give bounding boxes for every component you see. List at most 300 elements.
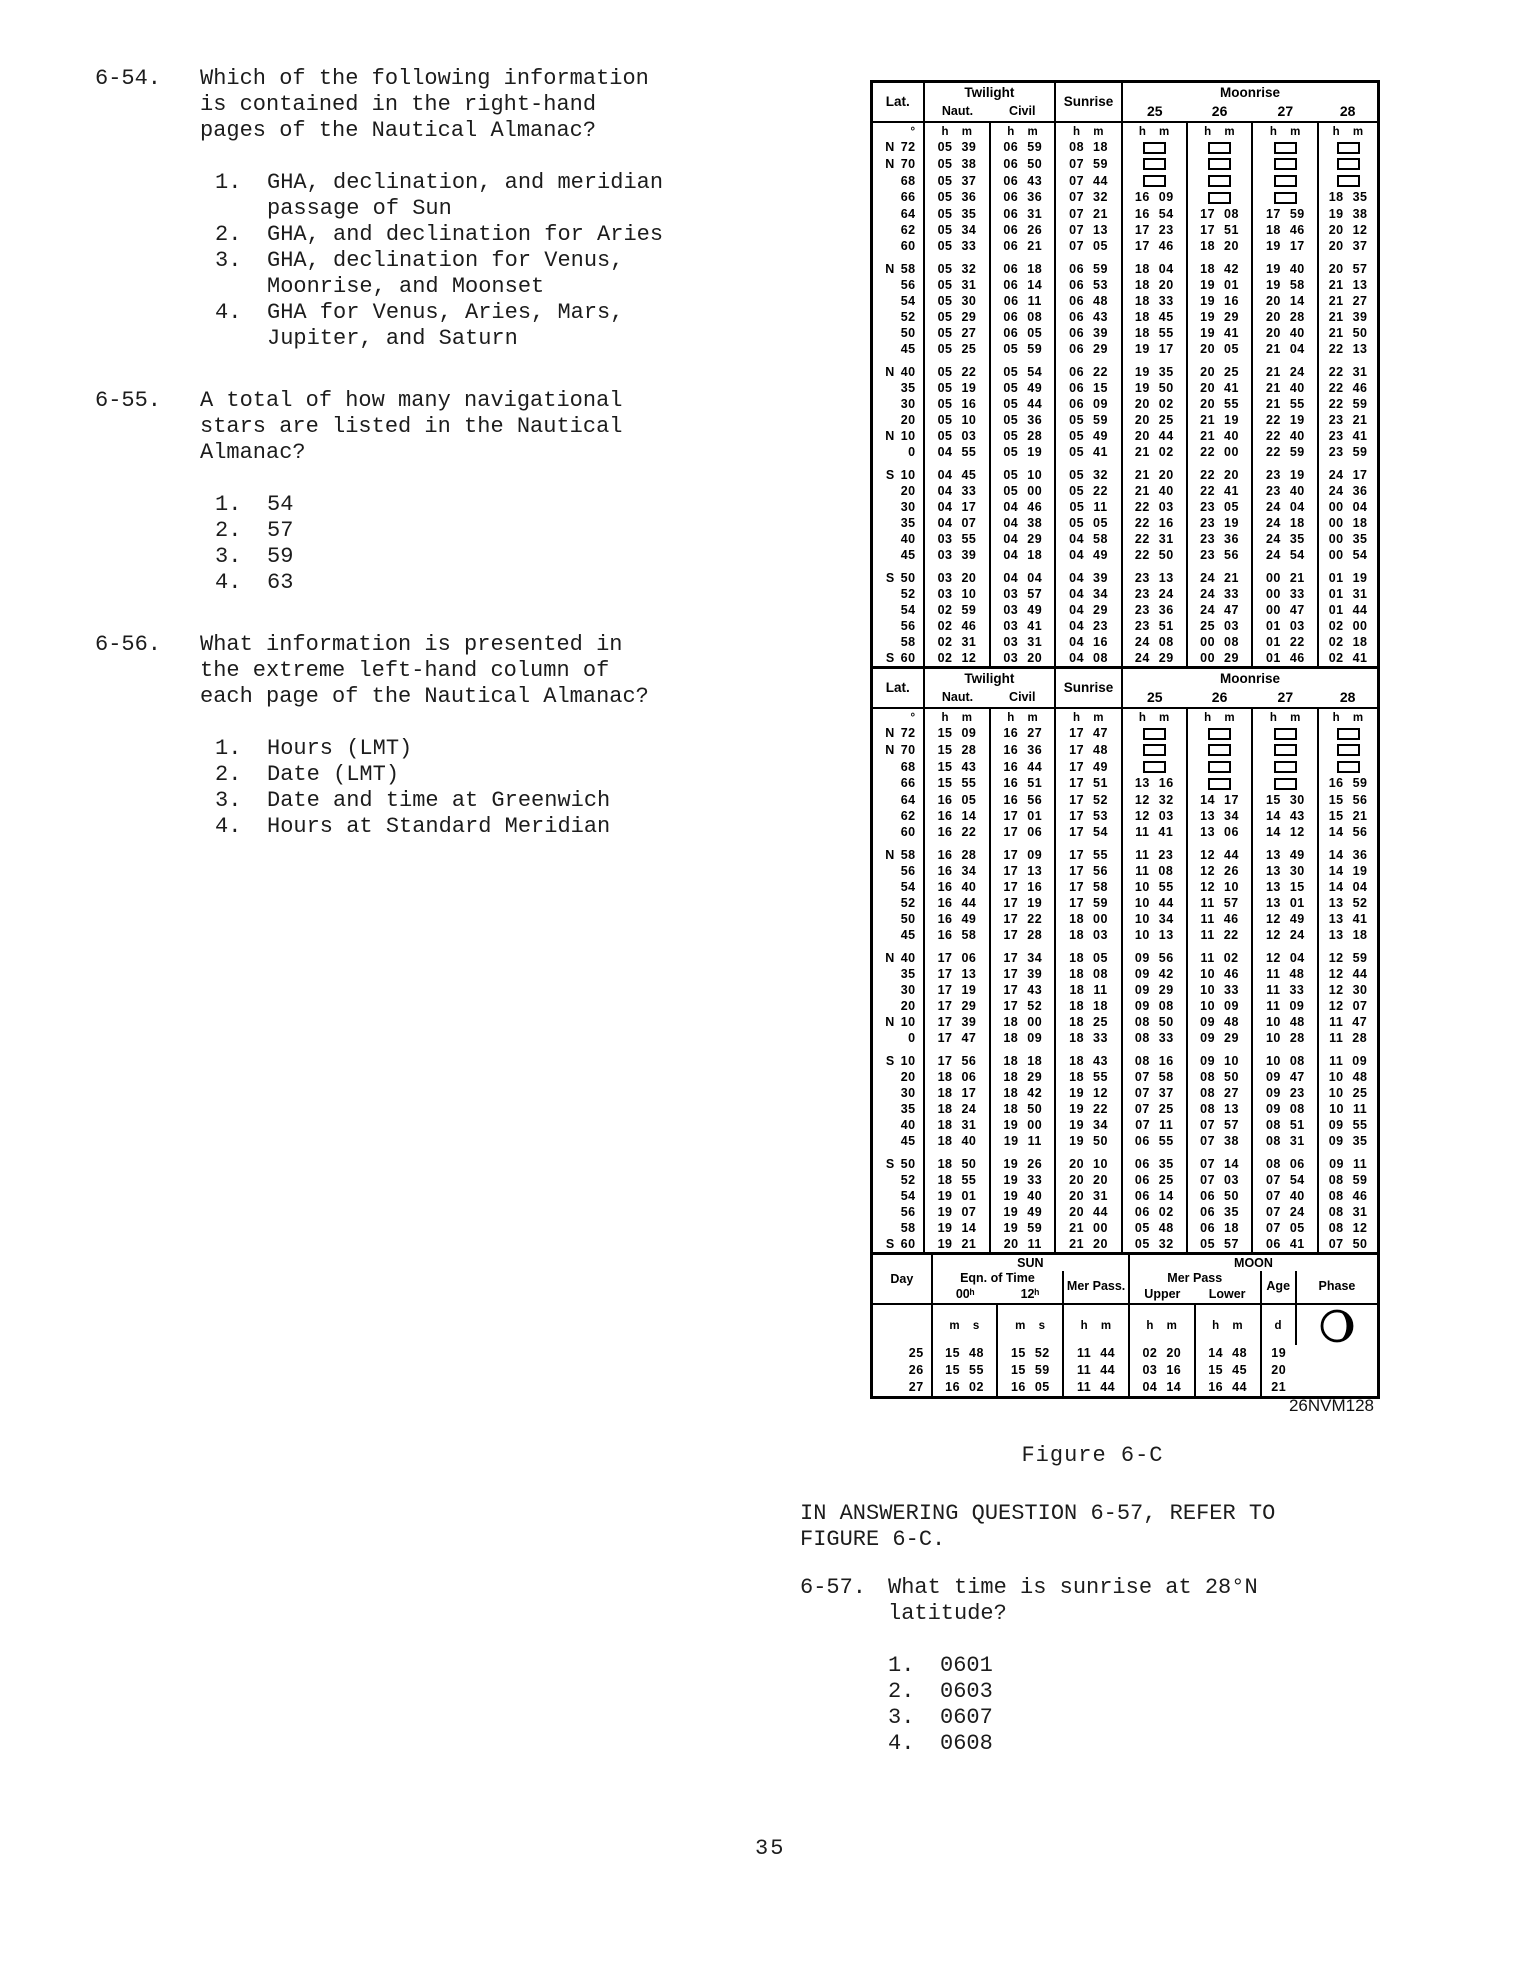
time-cell: 15 56: [1318, 792, 1377, 808]
option-text: [267, 544, 755, 570]
time-cell: 05 54: [990, 357, 1055, 380]
time-cell: 16 34: [924, 863, 991, 879]
table-row: [873, 293, 1377, 309]
question-6-56: [95, 632, 755, 840]
table-row: [873, 758, 1377, 775]
time-cell: 21 04: [1252, 341, 1318, 357]
time-cell: 04 07: [924, 515, 991, 531]
time-cell: [1187, 172, 1253, 189]
table-row: [873, 1204, 1377, 1220]
table-row: [873, 863, 1377, 879]
time-cell: 05 10: [924, 412, 991, 428]
time-cell: 05 57: [1187, 1236, 1253, 1254]
time-cell: 12 03: [1122, 808, 1187, 824]
time-cell: 18 43: [1055, 1046, 1122, 1069]
text-line: 0607: [940, 1705, 993, 1730]
units-cell: h m: [1195, 1304, 1261, 1345]
time-cell: 19 50: [1122, 380, 1187, 396]
answer-option: [888, 1679, 1385, 1705]
time-cell: [1252, 725, 1318, 742]
lat-cell: 58: [900, 634, 916, 649]
time-cell: 12 26: [1187, 863, 1253, 879]
text-line: Jupiter, and Saturn: [267, 326, 518, 351]
time-cell: 09 08: [1122, 998, 1187, 1014]
time-cell: 16 05: [924, 792, 991, 808]
lat-cell: 0: [908, 444, 916, 459]
time-cell: [1252, 156, 1318, 173]
time-cell: 06 22: [1055, 357, 1122, 380]
moonrise-header: Moonrise: [1122, 83, 1377, 103]
time-cell: 08 31: [1318, 1204, 1377, 1220]
time-cell: 07 50: [1318, 1236, 1377, 1254]
table-row: [873, 139, 1377, 156]
time-cell: 19 40: [990, 1188, 1055, 1204]
time-cell: 05 05: [1055, 515, 1122, 531]
time-cell: 06 53: [1055, 277, 1122, 293]
time-cell: 05 32: [924, 254, 991, 277]
time-cell: 08 27: [1187, 1085, 1253, 1101]
time-cell: 11 23: [1122, 840, 1187, 863]
time-cell: 05 48: [1122, 1220, 1187, 1236]
time-cell: 23 21: [1318, 412, 1377, 428]
time-cell: 03 41: [990, 618, 1055, 634]
time-cell: 17 06: [924, 943, 991, 966]
time-cell: 20 25: [1187, 357, 1253, 380]
time-cell: 23 51: [1122, 618, 1187, 634]
table-row: [873, 1188, 1377, 1204]
time-cell: 17 22: [990, 911, 1055, 927]
date-header: 28: [1339, 103, 1356, 119]
text-line: GHA, declination, and meridian: [267, 170, 664, 195]
time-cell: 08 16: [1122, 1046, 1187, 1069]
lat-cell: 66: [900, 776, 916, 791]
time-cell: 16 56: [990, 792, 1055, 808]
option-number: 1.: [215, 492, 242, 517]
table-body-days: [873, 1345, 1377, 1396]
option-number: 2.: [215, 222, 242, 247]
time-cell: 05 27: [924, 325, 991, 341]
answer-option: [215, 814, 755, 840]
time-cell: h m: [1122, 708, 1187, 725]
text-line: latitude?: [888, 1601, 1007, 1626]
time-cell: 15 45: [1195, 1362, 1261, 1379]
table-row: [873, 966, 1377, 982]
time-cell: [1318, 758, 1377, 775]
time-cell: 21 27: [1318, 293, 1377, 309]
time-cell: 11 44: [1063, 1362, 1129, 1379]
lat-cell: 52: [900, 586, 916, 601]
time-cell: 01 31: [1318, 586, 1377, 602]
time-cell: 20 28: [1252, 309, 1318, 325]
time-cell: [1187, 742, 1253, 759]
time-cell: 03 55: [924, 531, 991, 547]
time-cell: 17 19: [990, 895, 1055, 911]
time-cell: 11 33: [1252, 982, 1318, 998]
table-row: [873, 1149, 1377, 1172]
time-cell: 06 50: [1187, 1188, 1253, 1204]
question-text: [888, 1575, 1258, 1627]
time-cell: 17 43: [990, 982, 1055, 998]
time-cell: 08 50: [1122, 1014, 1187, 1030]
time-cell: 19 00: [990, 1117, 1055, 1133]
table-row: [873, 206, 1377, 222]
text-line: 0601: [940, 1653, 993, 1678]
time-cell: 08 12: [1318, 1220, 1377, 1236]
question-column: [95, 66, 755, 876]
text-line: Moonrise, and Moonset: [267, 274, 545, 299]
lat-cell: 56: [900, 1204, 916, 1219]
question-text: [200, 632, 649, 710]
twilight-header: Twilight: [924, 669, 1056, 689]
time-cell: h m: [1252, 708, 1318, 725]
option-number: 3.: [215, 544, 242, 569]
time-cell: 19 07: [924, 1204, 991, 1220]
table-row: [873, 1030, 1377, 1046]
time-cell: 05 30: [924, 293, 991, 309]
time-cell: 21 40: [1252, 380, 1318, 396]
time-cell: 15 28: [924, 742, 991, 759]
time-cell: [1252, 742, 1318, 759]
lat-cell: 35: [900, 380, 916, 395]
time-cell: 20 57: [1318, 254, 1377, 277]
time-cell: 24 04: [1252, 499, 1318, 515]
lat-cell: 27: [908, 1379, 924, 1394]
question-text: [200, 66, 649, 144]
time-cell: 20 37: [1318, 238, 1377, 254]
time-cell: 13 01: [1252, 895, 1318, 911]
time-cell: 05 36: [990, 412, 1055, 428]
time-cell: 05 10: [990, 460, 1055, 483]
time-cell: 09 29: [1122, 982, 1187, 998]
question-number: 6-55.: [95, 388, 162, 413]
table-row: [873, 172, 1377, 189]
time-cell: 21 55: [1252, 396, 1318, 412]
time-cell: 04 23: [1055, 618, 1122, 634]
time-cell: 17 55: [1055, 840, 1122, 863]
time-cell: 21 40: [1187, 428, 1253, 444]
time-cell: 05 39: [924, 139, 991, 156]
time-cell: h m: [924, 122, 991, 139]
time-cell: 15 21: [1318, 808, 1377, 824]
time-cell: 06 59: [1055, 254, 1122, 277]
text-line: 59: [267, 544, 294, 569]
time-cell: 17 49: [1055, 758, 1122, 775]
time-cell: 20 02: [1122, 396, 1187, 412]
time-cell: 19 26: [990, 1149, 1055, 1172]
text-line: Hours (LMT): [267, 736, 413, 761]
time-cell: 05 31: [924, 277, 991, 293]
table-header: [873, 1255, 1377, 1304]
time-cell: 10 33: [1187, 982, 1253, 998]
time-cell: 08 33: [1122, 1030, 1187, 1046]
moon-above-horizon-symbol: [1143, 744, 1166, 756]
table-row: [873, 499, 1377, 515]
naut-header: Naut.: [924, 103, 991, 122]
time-cell: 22 31: [1122, 531, 1187, 547]
time-cell: 01 44: [1318, 602, 1377, 618]
option-text: [267, 788, 755, 814]
time-cell: 19 50: [1055, 1133, 1122, 1149]
option-text: [267, 300, 755, 352]
time-cell: 12 32: [1122, 792, 1187, 808]
table-row: [873, 775, 1377, 792]
answer-option: [215, 736, 755, 762]
time-cell: 01 03: [1252, 618, 1318, 634]
time-cell: 22 00: [1187, 444, 1253, 460]
time-cell: 24 29: [1122, 650, 1187, 668]
time-cell: 16 14: [924, 808, 991, 824]
lat-cell: 40: [900, 531, 916, 546]
time-cell: 05 35: [924, 206, 991, 222]
text-line: 54: [267, 492, 294, 517]
moon-above-horizon-symbol: [1143, 728, 1166, 740]
time-cell: 17 29: [924, 998, 991, 1014]
lat-cell: 56: [900, 277, 916, 292]
text-line: passage of Sun: [267, 196, 452, 221]
option-number: 2.: [888, 1679, 915, 1704]
time-cell: 15 55: [932, 1362, 998, 1379]
time-cell: 17 16: [990, 879, 1055, 895]
option-number: 3.: [888, 1705, 915, 1730]
time-cell: 08 13: [1187, 1101, 1253, 1117]
time-cell: 23 36: [1122, 602, 1187, 618]
time-cell: 21 39: [1318, 309, 1377, 325]
moon-above-horizon-symbol: [1208, 744, 1231, 756]
time-cell: 19 01: [924, 1188, 991, 1204]
time-cell: 17 06: [990, 824, 1055, 840]
time-cell: [1187, 775, 1253, 792]
time-cell: 17 13: [990, 863, 1055, 879]
time-cell: 06 29: [1055, 341, 1122, 357]
lat-cell: N 10: [885, 428, 916, 443]
table-row: [873, 309, 1377, 325]
time-cell: 06 14: [1122, 1188, 1187, 1204]
time-cell: 12 44: [1187, 840, 1253, 863]
time-cell: 11 09: [1252, 998, 1318, 1014]
moon-above-horizon-symbol: [1337, 175, 1360, 187]
time-cell: 14 17: [1187, 792, 1253, 808]
moonrise-header: Moonrise: [1122, 669, 1377, 689]
date-header: 26: [1211, 103, 1228, 119]
units-cell: m s: [932, 1304, 998, 1345]
table-row: [873, 1117, 1377, 1133]
time-cell: 09 48: [1187, 1014, 1253, 1030]
lat-cell: 20: [900, 1069, 916, 1084]
time-cell: 11 47: [1318, 1014, 1377, 1030]
option-text: [267, 222, 755, 248]
answer-options: [888, 1653, 1385, 1757]
table-row: [873, 586, 1377, 602]
moon-above-horizon-symbol: [1274, 744, 1297, 756]
table-body: [873, 708, 1377, 1253]
table-row: [873, 277, 1377, 293]
time-cell: [1122, 725, 1187, 742]
time-cell: 20 14: [1252, 293, 1318, 309]
text-line: 63: [267, 570, 294, 595]
lat-cell: 20: [900, 998, 916, 1013]
time-cell: 23 36: [1187, 531, 1253, 547]
figure-6c: [870, 80, 1380, 1399]
table-row: [873, 254, 1377, 277]
time-cell: 18 09: [990, 1030, 1055, 1046]
time-cell: 07 32: [1055, 189, 1122, 206]
time-cell: 08 31: [1252, 1133, 1318, 1149]
option-number: 1.: [215, 736, 242, 761]
time-cell: 04 49: [1055, 547, 1122, 563]
table-row: [873, 998, 1377, 1014]
time-cell: 04 17: [924, 499, 991, 515]
time-cell: 10 46: [1187, 966, 1253, 982]
time-cell: 20 10: [1055, 1149, 1122, 1172]
time-cell: 17 46: [1122, 238, 1187, 254]
time-cell: 18 00: [1055, 911, 1122, 927]
civil-header: Civil: [1009, 689, 1036, 704]
time-cell: h m: [1055, 122, 1122, 139]
time-cell: 05 03: [924, 428, 991, 444]
time-cell: 02 46: [924, 618, 991, 634]
table-row: [873, 325, 1377, 341]
time-cell: 17 59: [1252, 206, 1318, 222]
lat-cell: 54: [900, 602, 916, 617]
time-cell: 18 35: [1318, 189, 1377, 206]
answer-option: [888, 1653, 1385, 1679]
lat-cell: 45: [900, 1133, 916, 1148]
time-cell: 22 40: [1252, 428, 1318, 444]
time-cell: 10 34: [1122, 911, 1187, 927]
time-cell: 03 16: [1129, 1362, 1195, 1379]
moon-above-horizon-symbol: [1274, 175, 1297, 187]
units-row: [873, 708, 1377, 725]
time-cell: 21 00: [1055, 1220, 1122, 1236]
answer-option: [215, 222, 755, 248]
lat-cell: 56: [900, 863, 916, 878]
lat-cell: 58: [900, 1220, 916, 1235]
time-cell: 16 36: [990, 742, 1055, 759]
time-cell: 19 11: [990, 1133, 1055, 1149]
time-cell: 16 44: [990, 758, 1055, 775]
time-cell: [1187, 189, 1253, 206]
time-cell: 04 14: [1129, 1379, 1195, 1396]
eqn-00h-header: 00ʰ: [955, 1286, 975, 1301]
time-cell: 12 10: [1187, 879, 1253, 895]
time-cell: 06 39: [1055, 325, 1122, 341]
page-number: 35: [755, 1836, 786, 1861]
twilight-sunrise-moonrise-table-1: [873, 83, 1377, 669]
text-line: is contained in the right-hand: [200, 92, 597, 117]
time-cell: 09 35: [1318, 1133, 1377, 1149]
time-cell: [1252, 172, 1318, 189]
time-cell: 18 46: [1252, 222, 1318, 238]
time-cell: 24 08: [1122, 634, 1187, 650]
time-cell: 19 12: [1055, 1085, 1122, 1101]
time-cell: 15 09: [924, 725, 991, 742]
time-cell: 03 39: [924, 547, 991, 563]
moon-above-horizon-symbol: [1274, 158, 1297, 170]
time-cell: 00 33: [1252, 586, 1318, 602]
time-cell: 16 40: [924, 879, 991, 895]
time-cell: [1252, 758, 1318, 775]
time-cell: 05 41: [1055, 444, 1122, 460]
time-cell: 05 28: [990, 428, 1055, 444]
date-header: 28: [1339, 688, 1356, 705]
time-cell: 03 57: [990, 586, 1055, 602]
moon-above-horizon-symbol: [1337, 142, 1360, 154]
sun-header: SUN: [1017, 1255, 1044, 1270]
time-cell: 05 59: [990, 341, 1055, 357]
time-cell: 05 19: [924, 380, 991, 396]
time-cell: 13 52: [1318, 895, 1377, 911]
time-cell: 05 32: [1122, 1236, 1187, 1254]
answer-option: [215, 518, 755, 544]
time-cell: 09 29: [1187, 1030, 1253, 1046]
time-cell: 05 34: [924, 222, 991, 238]
time-cell: 06 08: [990, 309, 1055, 325]
time-cell: 20 12: [1318, 222, 1377, 238]
table-row: [873, 396, 1377, 412]
option-number: 2.: [215, 518, 242, 543]
table-row: [873, 725, 1377, 742]
time-cell: 17 13: [924, 966, 991, 982]
time-cell: 12 07: [1318, 998, 1377, 1014]
day-header: Day: [873, 1255, 932, 1304]
text-line: GHA, declination for Venus,: [267, 248, 624, 273]
time-cell: 07 03: [1187, 1172, 1253, 1188]
time-cell: 02 31: [924, 634, 991, 650]
time-cell: 24 17: [1318, 460, 1377, 483]
table-row: [873, 238, 1377, 254]
table-row: [873, 483, 1377, 499]
table-row: [873, 1046, 1377, 1069]
lat-cell: 30: [900, 1085, 916, 1100]
time-cell: 19 01: [1187, 277, 1253, 293]
time-cell: 23 13: [1122, 563, 1187, 586]
option-number: 4.: [215, 570, 242, 595]
time-cell: 04 46: [990, 499, 1055, 515]
upper-header: Upper: [1144, 1286, 1181, 1301]
time-cell: 02 12: [924, 650, 991, 668]
time-cell: 01 19: [1318, 563, 1377, 586]
time-cell: 06 15: [1055, 380, 1122, 396]
time-cell: 08 46: [1318, 1188, 1377, 1204]
lat-cell: 60: [900, 824, 916, 839]
time-cell: [1187, 758, 1253, 775]
time-cell: 16 54: [1122, 206, 1187, 222]
time-cell: 19 17: [1252, 238, 1318, 254]
question-6-57: [800, 1575, 1385, 1757]
moon-above-horizon-symbol: [1274, 728, 1297, 740]
time-cell: 07 58: [1122, 1069, 1187, 1085]
time-cell: [1122, 139, 1187, 156]
time-cell: 17 39: [924, 1014, 991, 1030]
date-header: 25: [1122, 689, 1187, 708]
time-cell: 24 35: [1252, 531, 1318, 547]
lat-cell: 45: [900, 547, 916, 562]
time-cell: 18 05: [1055, 943, 1122, 966]
option-text: [940, 1679, 1385, 1705]
lat-cell: 52: [900, 309, 916, 324]
time-cell: [1318, 742, 1377, 759]
time-cell: 22 41: [1187, 483, 1253, 499]
text-line: 57: [267, 518, 294, 543]
time-cell: 23 19: [1187, 515, 1253, 531]
date-header: 25: [1122, 103, 1187, 122]
time-cell: 08 51: [1252, 1117, 1318, 1133]
time-cell: [1318, 172, 1377, 189]
moon-above-horizon-symbol: [1143, 175, 1166, 187]
table-row: [873, 1133, 1377, 1149]
answer-option: [215, 544, 755, 570]
table-row: [873, 341, 1377, 357]
